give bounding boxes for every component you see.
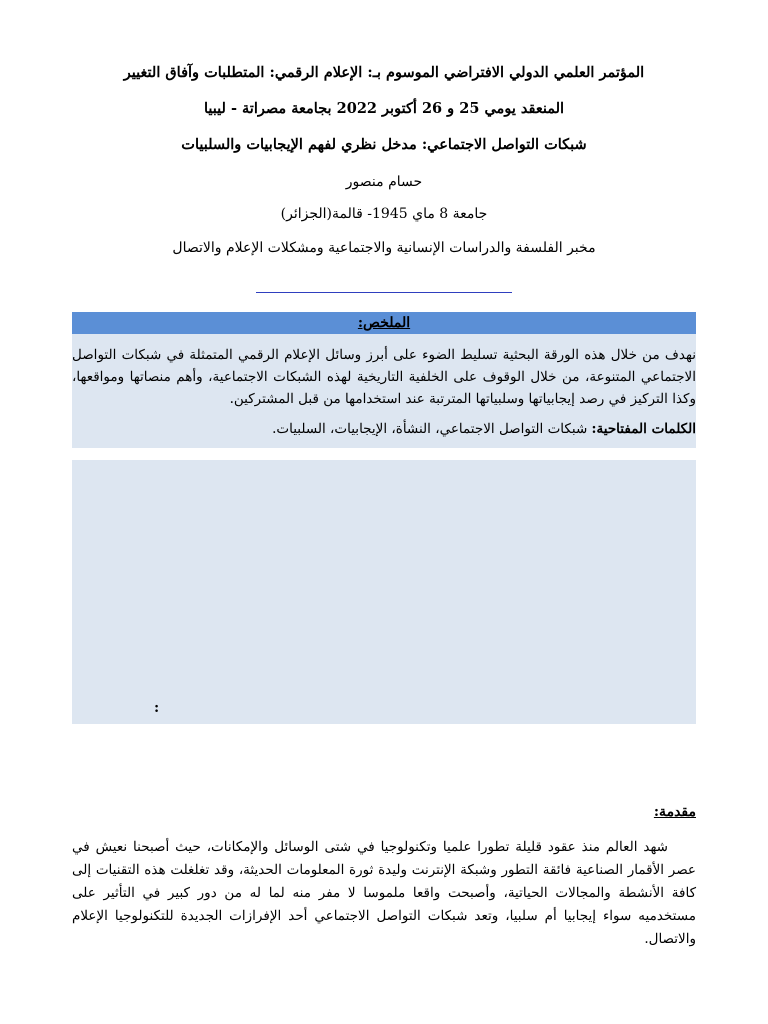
keywords-text: شبكات التواصل الاجتماعي، النشأة، الإيجابيات، السلبيات. <box>272 421 592 437</box>
separator-line <box>256 292 512 293</box>
keywords-label: الكلمات المفتاحية: <box>591 421 696 437</box>
abstract-header-band <box>72 312 696 334</box>
introduction-body: شهد العالم منذ عقود قليلة تطورا علميا وتكنولوجيا في شتى الوسائل والإمكانات، حيث أصبحنا نعيش في عصر الأقمار الصناعية فائقة التطور وشبكة الإنترنت وليدة ثورة المعلومات الحديثة، وقد تغلغلت هذه التقنيات إلى كافة الأنشطة والمجالات الحياتية، وأصبحت واقعا ملموسا لا مفر منه لما له من دور كبير في التأثير على مستخدميه سواء إيجابيا أم سلبيا، وتعد شبكات التواصل الاجتماعي أحد الإفرازات الجديدة للتكنولوجيا الإعلام والاتصال. <box>72 839 696 947</box>
introduction-heading-line <box>72 804 696 820</box>
conference-title: المؤتمر العلمي الدولي الافتراضي الموسوم بـ: الإعلام الرقمي: المتطلبات وآفاق التغيير <box>123 64 645 81</box>
abstract-body: نهدف من خلال هذه الورقة البحثية تسليط الضوء على أبرز وسائل الإعلام الرقمي المتمثلة في شبكات التواصل الاجتماعي المتنوعة، من خلال الوقوف على الخلفية التاريخية لهذه الشبكات الاجتماعية، وأهم منصاتها ومواقعها، وكذا التركيز في رصد إيجابياتها وسلبياتها المترتبة عند استخدامها من قبل المشتركين. <box>72 347 696 407</box>
conference-date: المنعقد يومي 25 و 26 أكتوبر 2022 بجامعة مصراتة - ليبيا <box>203 100 565 117</box>
abstract-heading: الملخص: <box>357 315 411 331</box>
introduction-heading: مقدمة: <box>653 804 696 820</box>
introduction-section <box>72 836 696 951</box>
keywords-line <box>72 418 696 440</box>
author-university: جامعة 8 ماي 1945- قالمة(الجزائر) <box>280 206 488 222</box>
author-name: حسام منصور <box>345 174 423 190</box>
author-lab: مخبر الفلسفة والدراسات الإنسانية والاجتماعية ومشكلات الإعلام والاتصال <box>172 240 596 256</box>
english-abstract-colon: : <box>154 700 160 716</box>
paper-title: شبكات التواصل الاجتماعي: مدخل نظري لفهم الإيجابيات والسلبيات <box>181 136 587 153</box>
abstract-box <box>72 334 696 448</box>
english-abstract-box <box>72 460 696 724</box>
